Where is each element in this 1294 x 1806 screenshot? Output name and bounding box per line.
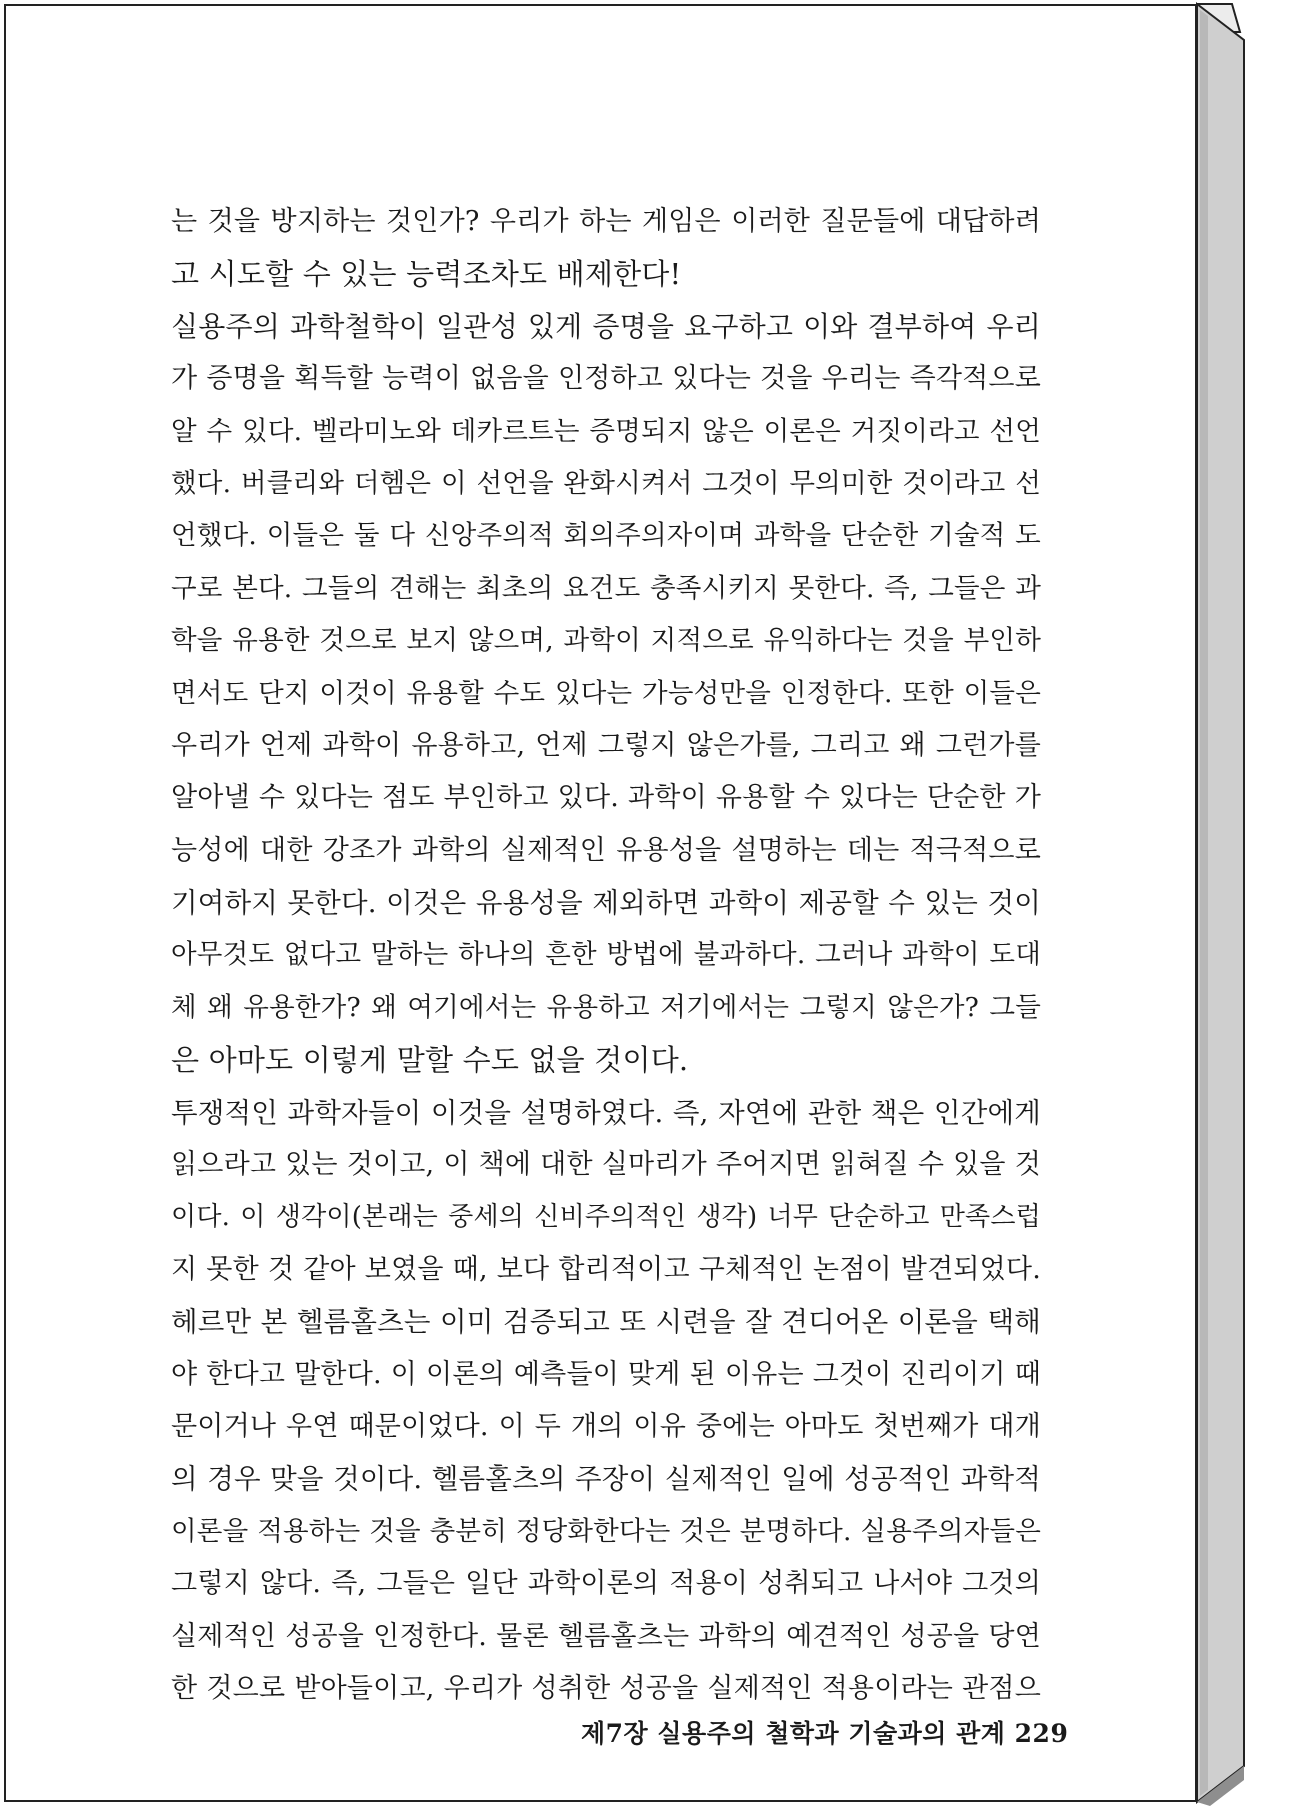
text-line-5: 알 수 있다. 벨라미노와 데카르트는 증명되지 않은 이론은 거짓이라고 선언 xyxy=(171,415,1041,447)
text-line-1: 는 것을 방지하는 것인가? 우리가 하는 게임은 이러한 질문들에 대답하려 xyxy=(171,206,1041,237)
text-line-14: 기여하지 못한다. 이것은 유용성을 제외하면 과학이 제공할 수 있는 것이 xyxy=(171,887,1041,920)
text-line-16: 체 왜 유용한가? 왜 여기에서는 유용하고 저기에서는 그렇지 않은가? 그들 xyxy=(171,991,1041,1023)
text-line-17: 은 아마도 이렇게 말할 수도 없을 것이다. xyxy=(171,1043,689,1078)
text-line-21: 지 못한 것 같아 보였을 때, 보다 합리적이고 구체적인 논점이 발견되었다. xyxy=(171,1253,1041,1285)
text-line-27: 그렇지 않다. 즉, 그들은 일단 과학이론의 적용이 성취되고 나서야 그것의 xyxy=(171,1568,1041,1600)
book-page xyxy=(4,4,1197,1802)
text-line-13: 능성에 대한 강조가 과학의 실제적인 유용성을 설명하는 데는 적극적으로 xyxy=(171,834,1041,866)
spine-shadow xyxy=(1200,10,1208,1796)
text-line-15: 아무것도 없다고 말하는 하나의 흔한 방법에 불과하다. 그러나 과학이 도대 xyxy=(171,939,1041,971)
text-line-29: 한 것으로 받아들이고, 우리가 성취한 성공을 실제적인 적용이라는 관점으 xyxy=(171,1672,1041,1704)
text-line-24: 문이거나 우연 때문이었다. 이 두 개의 이유 중에는 아마도 첫번째가 대개 xyxy=(171,1410,1041,1442)
text-line-4: 가 증명을 획득할 능력이 없음을 인정하고 있다는 것을 우리는 즉각적으로 xyxy=(171,363,1041,395)
text-line-26: 이론을 적용하는 것을 충분히 정당화한다는 것은 분명하다. 실용주의자들은 xyxy=(171,1515,1041,1547)
text-line-2: 고 시도할 수 있는 능력조차도 배제한다! xyxy=(171,257,682,292)
text-line-11: 우리가 언제 과학이 유용하고, 언제 그렇지 않은가를, 그리고 왜 그런가를 xyxy=(171,729,1041,761)
text-line-22: 헤르만 본 헬름홀츠는 이미 검증되고 또 시련을 잘 견디어온 이론을 택해 xyxy=(171,1306,1041,1339)
text-line-28: 실제적인 성공을 인정한다. 물론 헬름홀츠는 과학의 예견적인 성공을 당연 xyxy=(171,1620,1041,1652)
text-line-19: 읽으라고 있는 것이고, 이 책에 대한 실마리가 주어지면 읽혀질 수 있을 것 xyxy=(171,1149,1041,1181)
text-line-12: 알아낼 수 있다는 점도 부인하고 있다. 과학이 유용할 수 있다는 단순한 가 xyxy=(171,782,1041,814)
text-line-20: 이다. 이 생각이(본래는 중세의 신비주의적인 생각) 너무 단순하고 만족스럽 xyxy=(171,1202,1041,1233)
running-footer: 제7장 실용주의 철학과 기술과의 관계 229 xyxy=(581,1719,1069,1748)
text-line-18: 투쟁적인 과학자들이 이것을 설명하였다. 즉, 자연에 관한 책은 인간에게 xyxy=(171,1096,1041,1129)
text-line-9: 학을 유용한 것으로 보지 않으며, 과학이 지적으로 유익하다는 것을 부인하 xyxy=(171,625,1041,657)
text-line-7: 언했다. 이들은 둘 다 신앙주의적 회의주의자이며 과학을 단순한 기술적 도 xyxy=(171,520,1041,552)
text-line-3: 실용주의 과학철학이 일관성 있게 증명을 요구하고 이와 결부하여 우리 xyxy=(171,309,1041,343)
text-line-25: 의 경우 맞을 것이다. 헬름홀츠의 주장이 실제적인 일에 성공적인 과학적 xyxy=(171,1463,1041,1496)
text-line-23: 야 한다고 말한다. 이 이론의 예측들이 맞게 된 이유는 그것이 진리이기 때 xyxy=(171,1358,1041,1390)
text-line-8: 구로 본다. 그들의 견해는 최초의 요건도 충족시키지 못한다. 즉, 그들은 과 xyxy=(171,572,1041,604)
text-line-6: 했다. 버클리와 더헴은 이 선언을 완화시켜서 그것이 무의미한 것이라고 선 xyxy=(171,467,1041,499)
page-body xyxy=(171,196,1041,1715)
text-line-10: 면서도 단지 이것이 유용할 수도 있다는 가능성만을 인정한다. 또한 이들은 xyxy=(171,677,1041,709)
